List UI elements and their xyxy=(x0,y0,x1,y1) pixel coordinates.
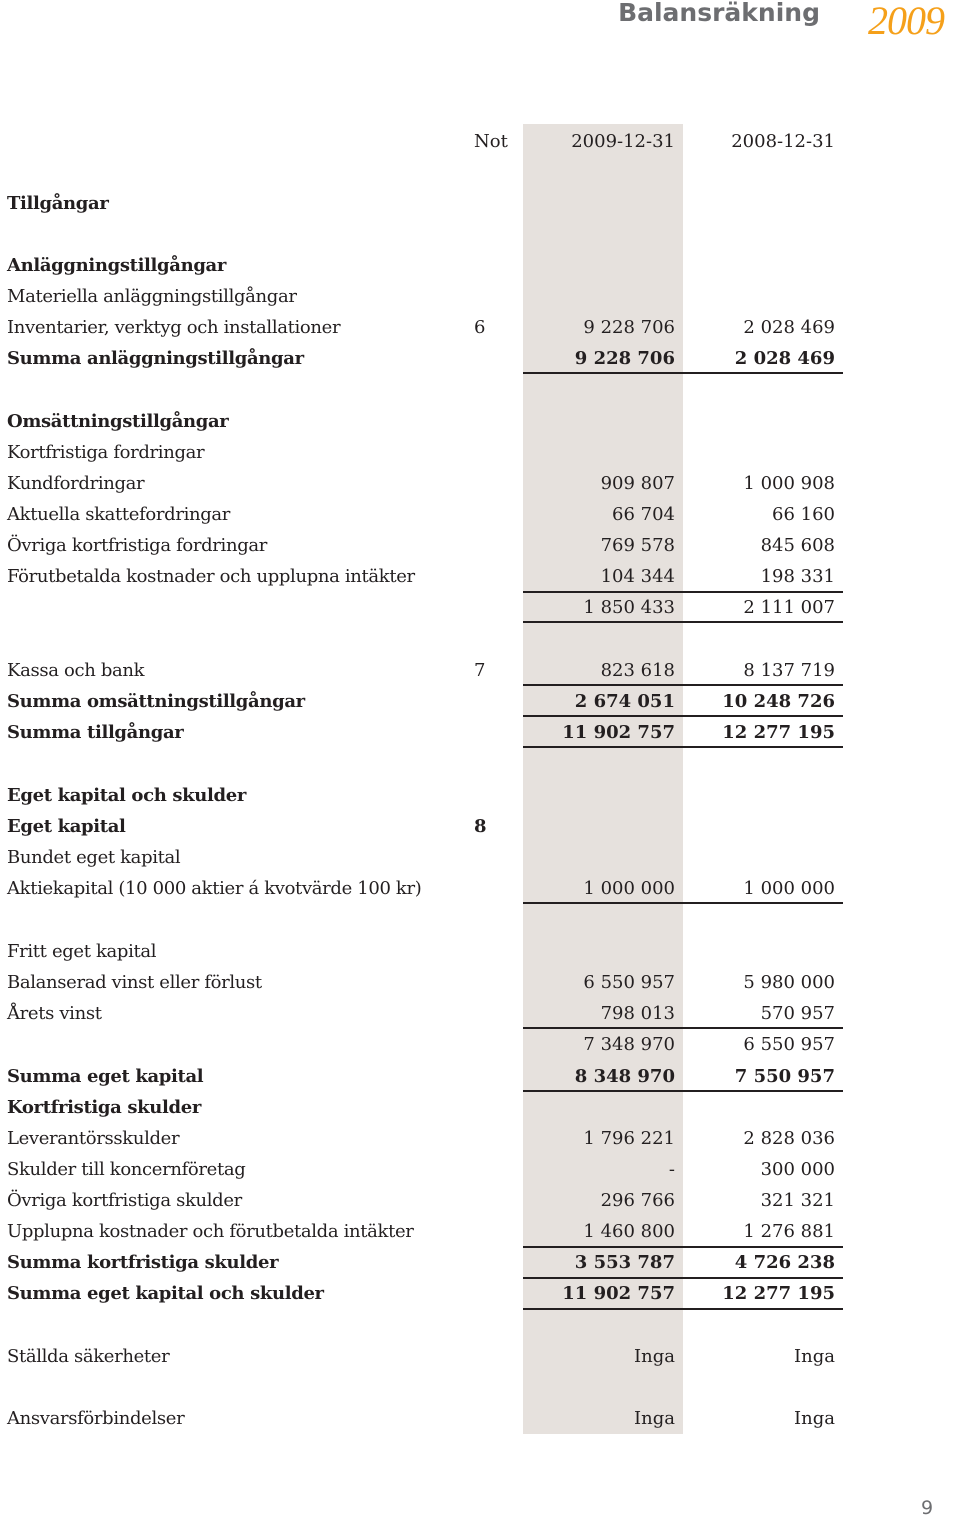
row-value-2009: 7 348 970 xyxy=(583,1034,675,1055)
sum-rule xyxy=(523,746,843,748)
sum-rule xyxy=(523,591,843,593)
row-value-2009: 11 902 757 xyxy=(562,1283,675,1304)
row-value-2009: 296 766 xyxy=(600,1190,675,1211)
row-value-2009: 1 850 433 xyxy=(583,597,675,618)
row-label: Summa anläggningstillgångar xyxy=(7,348,304,369)
row-label: Balanserad vinst eller förlust xyxy=(7,972,262,993)
table-row xyxy=(0,655,960,686)
row-label: Aktuella skattefordringar xyxy=(7,504,231,525)
row-value-2008: 6 550 957 xyxy=(743,1034,835,1055)
sum-rule xyxy=(523,902,843,904)
row-value-2008: 12 277 195 xyxy=(722,722,835,743)
row-label: Materiella anläggningstillgångar xyxy=(7,286,297,307)
row-value-2009: 909 807 xyxy=(600,473,675,494)
table-row xyxy=(0,343,960,374)
table-row xyxy=(0,1278,960,1309)
row-value-2008: 5 980 000 xyxy=(743,972,835,993)
row-value-2008: 1 276 881 xyxy=(743,1221,835,1242)
row-value-2008: 2 828 036 xyxy=(743,1128,835,1149)
row-value-2009: 798 013 xyxy=(600,1003,675,1024)
row-label: Kortfristiga skulder xyxy=(7,1097,201,1118)
row-label: Fritt eget kapital xyxy=(7,941,157,962)
row-value-2009: 3 553 787 xyxy=(574,1252,675,1273)
row-value-2009: 823 618 xyxy=(600,660,675,681)
row-value-2008: 10 248 726 xyxy=(722,691,835,712)
row-value-2008: 8 137 719 xyxy=(743,660,835,681)
row-value-2008: 1 000 000 xyxy=(743,878,835,899)
row-value-2009: 66 704 xyxy=(612,504,675,525)
row-label: Leverantörsskulder xyxy=(7,1128,180,1149)
table-row xyxy=(0,1123,960,1154)
row-value-2009: 2 674 051 xyxy=(574,691,675,712)
row-value-2009: 1 000 000 xyxy=(583,878,675,899)
table-row xyxy=(0,717,960,748)
page-title: Balansräkning xyxy=(618,0,820,27)
row-value-2008: 570 957 xyxy=(760,1003,835,1024)
column-header-row xyxy=(0,126,960,157)
table-row xyxy=(0,250,960,281)
note-column-header: Not xyxy=(474,131,508,152)
table-row xyxy=(0,1092,960,1123)
table-row xyxy=(0,592,960,623)
row-value-2009: Inga xyxy=(634,1346,675,1367)
row-value-2008: 12 277 195 xyxy=(722,1283,835,1304)
table-row xyxy=(0,1154,960,1185)
table-row xyxy=(0,188,960,219)
table-row xyxy=(0,780,960,811)
row-value-2009: 104 344 xyxy=(600,566,675,587)
table-row xyxy=(0,1341,960,1372)
row-value-2009: 11 902 757 xyxy=(562,722,675,743)
row-value-2008: Inga xyxy=(794,1346,835,1367)
table-row xyxy=(0,1061,960,1092)
row-label: Kortfristiga fordringar xyxy=(7,442,205,463)
row-value-2008: 4 726 238 xyxy=(734,1252,835,1273)
row-label: Ställda säkerheter xyxy=(7,1346,170,1367)
sum-rule xyxy=(523,1090,843,1092)
row-label: Ansvarsförbindelser xyxy=(7,1408,185,1429)
row-value-2008: 198 331 xyxy=(760,566,835,587)
row-label: Inventarier, verktyg och installationer xyxy=(7,317,341,338)
row-note: 6 xyxy=(474,317,486,338)
row-label: Tillgångar xyxy=(7,193,109,214)
row-label: Summa omsättningstillgångar xyxy=(7,691,305,712)
row-value-2008: 66 160 xyxy=(772,504,835,525)
page-number: 9 xyxy=(921,1497,934,1519)
table-row xyxy=(0,530,960,561)
sum-rule xyxy=(523,715,843,717)
row-note: 8 xyxy=(474,816,487,837)
table-row xyxy=(0,1029,960,1060)
row-value-2008: 1 000 908 xyxy=(743,473,835,494)
table-row xyxy=(0,312,960,343)
row-value-2009: 1 796 221 xyxy=(583,1128,675,1149)
sum-rule xyxy=(523,1308,843,1310)
row-label: Eget kapital xyxy=(7,816,126,837)
row-label: Summa tillgångar xyxy=(7,722,184,743)
table-row xyxy=(0,468,960,499)
row-note: 7 xyxy=(474,660,486,681)
row-label: Aktiekapital (10 000 aktier á kvotvärde 100 kr) xyxy=(7,878,422,899)
row-label: Anläggningstillgångar xyxy=(7,255,227,276)
row-value-2008: 7 550 957 xyxy=(734,1066,835,1087)
row-value-2009: Inga xyxy=(634,1408,675,1429)
table-row xyxy=(0,967,960,998)
row-label: Kundfordringar xyxy=(7,473,145,494)
sum-rule xyxy=(523,1277,843,1279)
row-value-2009: 9 228 706 xyxy=(574,348,675,369)
table-row xyxy=(0,1247,960,1278)
row-label: Upplupna kostnader och förutbetalda intäkter xyxy=(7,1221,414,1242)
row-value-2009: 9 228 706 xyxy=(583,317,675,338)
row-value-2008: 845 608 xyxy=(760,535,835,556)
sum-rule xyxy=(523,684,843,686)
row-value-2008: 321 321 xyxy=(760,1190,835,1211)
row-value-2008: 2 028 469 xyxy=(734,348,835,369)
row-value-2008: 2 028 469 xyxy=(743,317,835,338)
row-label: Bundet eget kapital xyxy=(7,847,181,868)
table-row xyxy=(0,873,960,904)
current-year-column-header: 2009-12-31 xyxy=(571,131,675,152)
table-row xyxy=(0,1185,960,1216)
row-label: Skulder till koncernföretag xyxy=(7,1159,246,1180)
row-label: Summa kortfristiga skulder xyxy=(7,1252,279,1273)
row-value-2008: 2 111 007 xyxy=(743,597,835,618)
row-value-2009: 769 578 xyxy=(600,535,675,556)
row-label: Summa eget kapital xyxy=(7,1066,204,1087)
table-row xyxy=(0,936,960,967)
table-row xyxy=(0,998,960,1029)
table-row xyxy=(0,842,960,873)
row-label: Årets vinst xyxy=(7,1003,102,1024)
row-value-2009: 6 550 957 xyxy=(583,972,675,993)
row-value-2008: Inga xyxy=(794,1408,835,1429)
sum-rule xyxy=(523,1246,843,1248)
row-value-2009: - xyxy=(668,1159,675,1180)
table-row xyxy=(0,1403,960,1434)
row-value-2008: 300 000 xyxy=(760,1159,835,1180)
table-row xyxy=(0,437,960,468)
year-mark: 2009 xyxy=(868,0,944,43)
row-label: Omsättningstillgångar xyxy=(7,411,229,432)
row-label: Eget kapital och skulder xyxy=(7,785,246,806)
row-label: Förutbetalda kostnader och upplupna intäkter xyxy=(7,566,415,587)
previous-year-column-header: 2008-12-31 xyxy=(731,131,835,152)
table-row xyxy=(0,811,960,842)
row-label: Övriga kortfristiga fordringar xyxy=(7,535,268,556)
row-value-2009: 8 348 970 xyxy=(574,1066,675,1087)
table-row xyxy=(0,1216,960,1247)
sum-rule xyxy=(523,621,843,623)
sum-rule xyxy=(523,1027,843,1029)
table-row xyxy=(0,499,960,530)
row-value-2009: 1 460 800 xyxy=(583,1221,675,1242)
table-row xyxy=(0,406,960,437)
row-label: Kassa och bank xyxy=(7,660,145,681)
row-label: Summa eget kapital och skulder xyxy=(7,1283,324,1304)
row-label: Övriga kortfristiga skulder xyxy=(7,1190,242,1211)
table-row xyxy=(0,686,960,717)
table-row xyxy=(0,561,960,592)
table-row xyxy=(0,281,960,312)
sum-rule xyxy=(523,372,843,374)
